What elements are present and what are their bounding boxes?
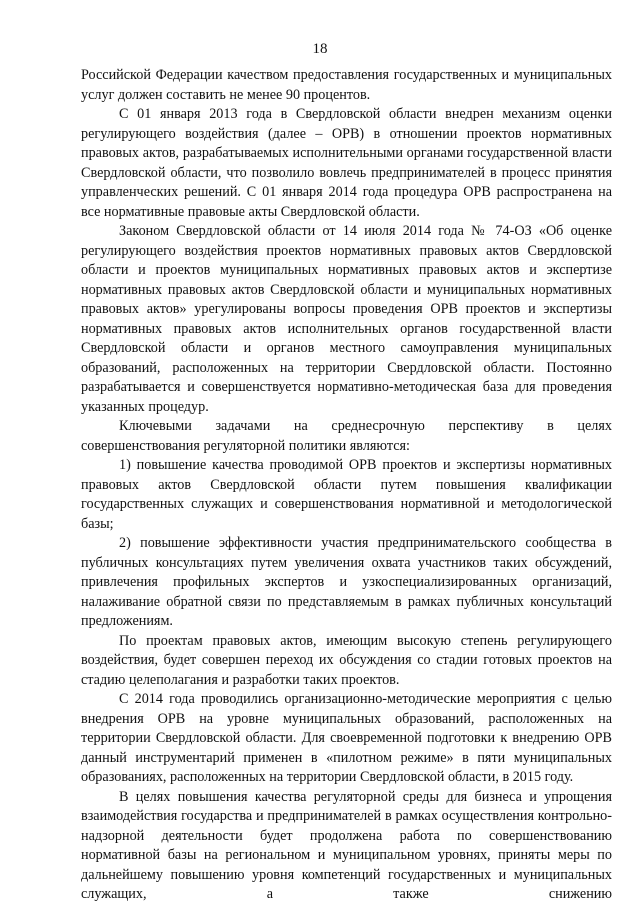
paragraph-2: С 01 января 2013 года в Свердловской области внедрен механизм оценки регулирующего воздействия (далее – ОРВ) в отношении проектов нормативных правовых актов, разрабатываемых исполнительными органами государственной власти Свердловской области, что позволило вовлечь предпринимателей в процесс принятия управленческих решений. С 01 января 2014 года процедура ОРВ распространена на все нормативные правовые акты Свердловской области.	[81, 106, 612, 220]
paragraph-8: С 2014 года проводились организационно-методические мероприятия с целью внедрения ОРВ на уровне муниципальных образований, расположенных на территории Свердловской области. Для своевременной подготовки к внедрению ОРВ данный инструментарий применен в «пилотном режиме» в пяти муниципальных образованиях, расположенных на территории Свердловской области, в 2015 году.	[81, 691, 612, 785]
paragraph-5: 1) повышение качества проводимой ОРВ проектов и экспертизы нормативных правовых актов Свердловской области путем повышения квалификации государственных служащих и совершенствования нормативной и методологической базы;	[81, 457, 612, 532]
paragraph-1: Российской Федерации качеством предоставления государственных и муниципальных услуг должен составить не менее 90 процентов.	[81, 67, 612, 103]
paragraph-9: В целях повышения качества регуляторной среды для бизнеса и упрощения взаимодействия государства и предпринимателей в рамках осуществления контрольно-надзорной деятельности будет продолжена работа по совершенствованию нормативной базы на региональном и муниципальном уровнях, приняты меры по дальнейшему повышению уровня компетенций государственных и муниципальных служащих, а также снижению	[81, 788, 612, 902]
paragraph-6: 2) повышение эффективности участия предпринимательского сообщества в публичных консультациях путем увеличения охвата участников таких обсуждений, привлечения профильных экспертов и узкоспециализированных организаций, налаживание обратной связи по представляемым в рамках публичных консультаций предложениям.	[81, 535, 612, 629]
paragraph-7: По проектам правовых актов, имеющим высокую степень регулирующего воздействия, будет совершен переход их обсуждения со стадии готовых проектов на стадию целеполагания и разработки таких проектов.	[81, 632, 612, 688]
paragraph-3: Законом Свердловской области от 14 июля 2014 года № 74-ОЗ «Об оценке регулирующего воздействия проектов нормативных правовых актов Свердловской области и проектов муниципальных нормативных правовых актов и экспертизе нормативных правовых актов Свердловской области и муниципальных нормативных правовых актов» урегулированы вопросы проведения ОРВ проектов и экспертизы нормативных правовых актов исполнительных органов государственной власти Свердловской области и органов местного самоуправления муниципальных образований, расположенных на территории Свердловской области. Постоянно разрабатывается и совершенствуется нормативно-методическая база для проведения указанных процедур.	[81, 223, 612, 415]
paragraph-4: Ключевыми задачами на среднесрочную перспективу в целях совершенствования регуляторной политики являются:	[81, 418, 612, 454]
body-text	[81, 66, 612, 905]
page-number: 18	[312, 41, 328, 57]
